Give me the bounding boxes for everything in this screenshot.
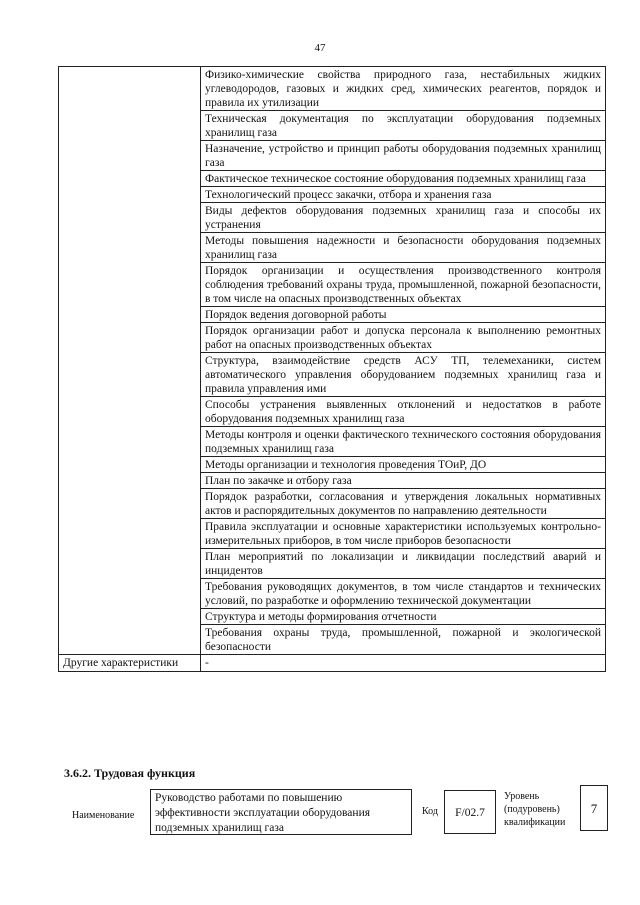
knowledge-item: Правила эксплуатации и основные характеристики используемых контрольно-измерительных приборов, в том числе приборов безопасности <box>201 518 605 548</box>
knowledge-item: Методы организации и технология проведения ТОиР, ДО <box>201 456 605 472</box>
qualification-level-label: Уровень (подуровень) квалификации <box>504 791 566 828</box>
other-characteristics-label: Другие характеристики <box>63 657 179 669</box>
section-title: 3.6.2. Трудовая функция <box>64 766 196 780</box>
function-name-box: Руководство работами по повышению эффективности эксплуатации оборудования подземных хранилищ газа <box>150 789 412 835</box>
knowledge-item: Техническая документация по эксплуатации оборудования подземных хранилищ газа <box>201 110 605 140</box>
knowledge-item: Методы повышения надежности и безопасности оборудования подземных хранилищ газа <box>201 232 605 262</box>
knowledge-item: Фактическое техническое состояние оборудования подземных хранилищ газа <box>201 170 605 186</box>
knowledge-item: Назначение, устройство и принцип работы оборудования подземных хранилищ газа <box>201 140 605 170</box>
knowledge-item: План мероприятий по локализации и ликвидации последствий аварий и инцидентов <box>201 548 605 578</box>
page-number: 47 <box>314 42 326 54</box>
knowledge-item: Порядок организации и осуществления производственного контроля соблюдения требований охраны труда, промышленной, пожарной безопасности, в том числе на опасных производственных объектах <box>201 262 605 306</box>
left-empty-cell <box>59 67 201 655</box>
function-code-label: Код <box>422 806 438 817</box>
function-name-label: Наименование <box>72 810 135 821</box>
knowledge-item: План по закачке и отбору газа <box>201 472 605 488</box>
knowledge-item: Порядок разработки, согласования и утверждения локальных нормативных актов и распорядительных документов по направлению деятельности <box>201 488 605 518</box>
knowledge-item: Способы устранения выявленных отклонений и недостатков в работе оборудования подземных хранилищ газа <box>201 396 605 426</box>
knowledge-item: Структура, взаимодействие средств АСУ ТП, телемеханики, систем автоматического управления оборудованием подземных хранилищ газа и правила управления ими <box>201 352 605 396</box>
knowledge-item: Структура и методы формирования отчетности <box>201 608 605 624</box>
knowledge-item: Требования охраны труда, промышленной, пожарной и экологической безопасности <box>201 624 605 654</box>
knowledge-item: Виды дефектов оборудования подземных хранилищ газа и способы их устранения <box>201 202 605 232</box>
knowledge-item: Требования руководящих документов, в том числе стандартов и технических условий, по разработке и оформлению технической документации <box>201 578 605 608</box>
knowledge-table <box>58 66 606 672</box>
table-row <box>59 67 606 655</box>
other-characteristics-label-cell <box>59 655 201 672</box>
other-characteristics-value: - <box>205 657 209 669</box>
knowledge-item: Методы контроля и оценки фактического технического состояния оборудования подземных хранилищ газа <box>201 426 605 456</box>
function-code-box: F/02.7 <box>444 790 496 834</box>
table-row <box>59 655 606 672</box>
knowledge-list-cell <box>201 67 606 655</box>
knowledge-item: Физико-химические свойства природного газа, нестабильных жидких углеводородов, газовых и жидких сред, химических реагентов, порядок и правила их утилизации <box>205 69 601 109</box>
knowledge-item: Порядок организации работ и допуска персонала к выполнению ремонтных работ на опасных производственных объектах <box>201 322 605 352</box>
knowledge-item: Порядок ведения договорной работы <box>201 306 605 322</box>
knowledge-item: Технологический процесс закачки, отбора и хранения газа <box>201 186 605 202</box>
qualification-level-box: 7 <box>580 785 608 831</box>
other-characteristics-value-cell <box>201 655 606 672</box>
